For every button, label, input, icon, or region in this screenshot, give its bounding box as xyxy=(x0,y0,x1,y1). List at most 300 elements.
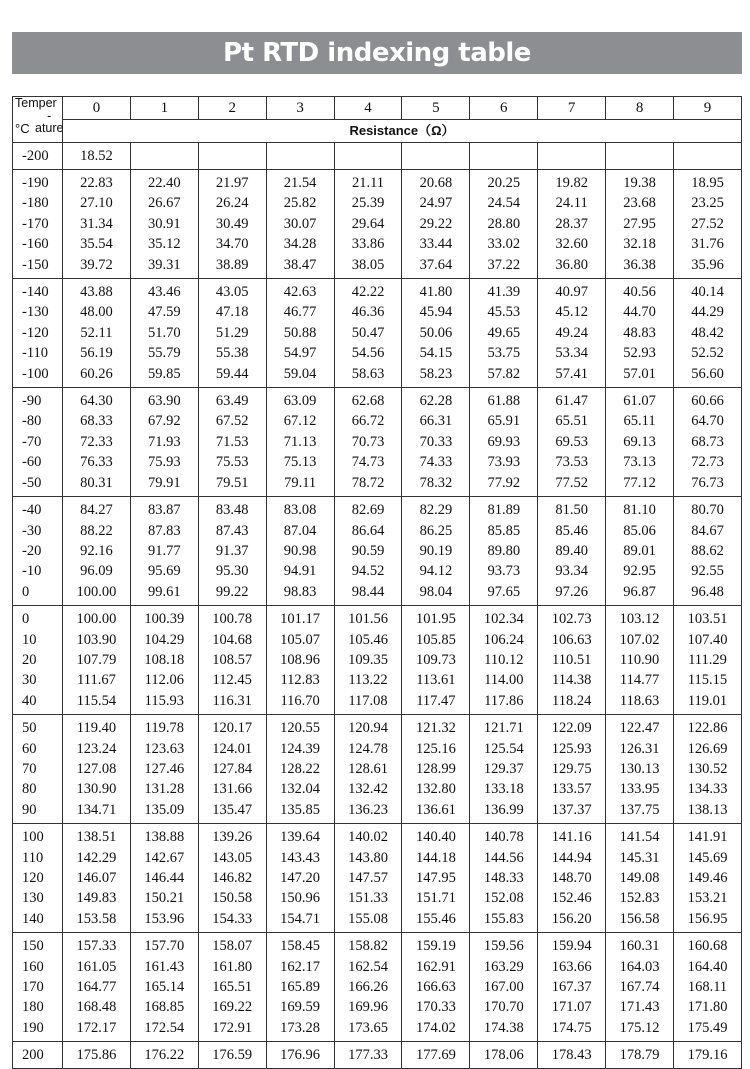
temperature-cell: -70 xyxy=(13,432,63,452)
resistance-cell: 146.07 xyxy=(63,868,131,888)
resistance-cell: 145.69 xyxy=(674,848,742,868)
resistance-cell: 126.69 xyxy=(674,739,742,759)
resistance-cell: 57.41 xyxy=(538,364,606,388)
resistance-cell: 49.24 xyxy=(538,323,606,343)
resistance-cell: 144.94 xyxy=(538,848,606,868)
resistance-cell: 21.97 xyxy=(198,170,266,194)
resistance-cell: 54.15 xyxy=(402,343,470,363)
resistance-cell xyxy=(470,143,538,170)
resistance-cell: 106.24 xyxy=(470,630,538,650)
table-row xyxy=(13,193,742,213)
resistance-cell: 75.13 xyxy=(266,452,334,472)
resistance-cell: 134.33 xyxy=(674,779,742,799)
resistance-cell: 111.67 xyxy=(63,670,131,690)
resistance-cell: 65.11 xyxy=(606,411,674,431)
resistance-cell: 148.70 xyxy=(538,868,606,888)
resistance-cell: 92.55 xyxy=(674,561,742,581)
resistance-cell: 61.07 xyxy=(606,388,674,412)
resistance-cell: 171.07 xyxy=(538,997,606,1017)
resistance-cell: 124.78 xyxy=(334,739,402,759)
resistance-cell: 140.40 xyxy=(402,824,470,848)
resistance-cell: 132.04 xyxy=(266,779,334,799)
resistance-cell: 40.97 xyxy=(538,279,606,303)
resistance-cell: 136.61 xyxy=(402,800,470,824)
resistance-cell: 165.14 xyxy=(130,977,198,997)
table-row xyxy=(13,473,742,497)
resistance-cell: 140.78 xyxy=(470,824,538,848)
resistance-cell: 167.37 xyxy=(538,977,606,997)
resistance-cell: 113.22 xyxy=(334,670,402,690)
resistance-cell: 43.05 xyxy=(198,279,266,303)
resistance-cell xyxy=(334,143,402,170)
resistance-label: Resistance（Ω） xyxy=(63,120,742,143)
temperature-cell: 90 xyxy=(13,800,63,824)
resistance-cell: 94.91 xyxy=(266,561,334,581)
resistance-cell: 79.51 xyxy=(198,473,266,497)
resistance-cell: 130.13 xyxy=(606,759,674,779)
temperature-cell: -60 xyxy=(13,452,63,472)
resistance-cell: 23.25 xyxy=(674,193,742,213)
resistance-cell: 45.53 xyxy=(470,302,538,322)
resistance-cell: 105.07 xyxy=(266,630,334,650)
resistance-cell: 73.93 xyxy=(470,452,538,472)
resistance-cell: 121.32 xyxy=(402,715,470,739)
resistance-cell: 120.94 xyxy=(334,715,402,739)
resistance-cell: 44.70 xyxy=(606,302,674,322)
resistance-cell: 31.34 xyxy=(63,214,131,234)
resistance-cell: 145.31 xyxy=(606,848,674,868)
resistance-cell: 31.76 xyxy=(674,234,742,254)
resistance-cell: 133.57 xyxy=(538,779,606,799)
resistance-cell: 82.29 xyxy=(402,497,470,521)
resistance-cell: 67.52 xyxy=(198,411,266,431)
resistance-cell: 130.90 xyxy=(63,779,131,799)
resistance-cell: 76.33 xyxy=(63,452,131,472)
table-row xyxy=(13,759,742,779)
resistance-cell: 59.04 xyxy=(266,364,334,388)
resistance-cell: 115.93 xyxy=(130,691,198,715)
resistance-cell: 173.28 xyxy=(266,1018,334,1042)
resistance-cell: 104.68 xyxy=(198,630,266,650)
column-header: 9 xyxy=(674,97,742,120)
resistance-cell: 26.24 xyxy=(198,193,266,213)
temperature-cell: 0 xyxy=(13,582,63,606)
resistance-cell: 54.97 xyxy=(266,343,334,363)
resistance-cell: 155.08 xyxy=(334,909,402,933)
resistance-cell: 122.47 xyxy=(606,715,674,739)
resistance-cell: 153.96 xyxy=(130,909,198,933)
resistance-cell: 67.92 xyxy=(130,411,198,431)
resistance-cell: 83.48 xyxy=(198,497,266,521)
resistance-cell: 166.26 xyxy=(334,977,402,997)
resistance-cell: 110.90 xyxy=(606,650,674,670)
resistance-cell: 124.01 xyxy=(198,739,266,759)
resistance-cell: 107.40 xyxy=(674,630,742,650)
resistance-cell: 149.08 xyxy=(606,868,674,888)
resistance-cell: 21.54 xyxy=(266,170,334,194)
resistance-cell: 33.86 xyxy=(334,234,402,254)
resistance-cell: 102.34 xyxy=(470,606,538,630)
resistance-cell: 97.26 xyxy=(538,582,606,606)
resistance-cell: 118.24 xyxy=(538,691,606,715)
resistance-cell: 157.70 xyxy=(130,933,198,957)
resistance-cell: 47.18 xyxy=(198,302,266,322)
resistance-cell: 53.34 xyxy=(538,343,606,363)
resistance-cell: 94.12 xyxy=(402,561,470,581)
resistance-cell: 100.00 xyxy=(63,606,131,630)
resistance-cell: 28.37 xyxy=(538,214,606,234)
temperature-cell: 130 xyxy=(13,888,63,908)
table-row xyxy=(13,715,742,739)
resistance-cell: 42.22 xyxy=(334,279,402,303)
resistance-cell: 78.72 xyxy=(334,473,402,497)
resistance-cell: 138.51 xyxy=(63,824,131,848)
resistance-cell: 100.39 xyxy=(130,606,198,630)
resistance-cell: 55.38 xyxy=(198,343,266,363)
resistance-cell: 90.59 xyxy=(334,541,402,561)
resistance-cell: 147.20 xyxy=(266,868,334,888)
resistance-cell: 123.24 xyxy=(63,739,131,759)
resistance-cell: 129.37 xyxy=(470,759,538,779)
resistance-cell: 86.25 xyxy=(402,521,470,541)
resistance-cell: 32.18 xyxy=(606,234,674,254)
table-row xyxy=(13,323,742,343)
table-row xyxy=(13,1042,742,1069)
resistance-cell: 105.46 xyxy=(334,630,402,650)
resistance-cell: 178.06 xyxy=(470,1042,538,1069)
resistance-cell: 95.69 xyxy=(130,561,198,581)
resistance-cell: 44.29 xyxy=(674,302,742,322)
resistance-cell: 130.52 xyxy=(674,759,742,779)
temperature-cell: -30 xyxy=(13,521,63,541)
resistance-cell: 154.33 xyxy=(198,909,266,933)
resistance-cell: 141.54 xyxy=(606,824,674,848)
table-row xyxy=(13,343,742,363)
resistance-cell: 74.33 xyxy=(402,452,470,472)
resistance-cell: 36.80 xyxy=(538,255,606,279)
resistance-cell: 46.36 xyxy=(334,302,402,322)
temperature-cell: -20 xyxy=(13,541,63,561)
column-header-row xyxy=(13,97,742,120)
resistance-cell: 77.12 xyxy=(606,473,674,497)
resistance-cell: 124.39 xyxy=(266,739,334,759)
resistance-cell: 113.61 xyxy=(402,670,470,690)
column-header: 6 xyxy=(470,97,538,120)
resistance-cell: 151.33 xyxy=(334,888,402,908)
resistance-cell: 83.87 xyxy=(130,497,198,521)
resistance-cell: 159.56 xyxy=(470,933,538,957)
resistance-cell: 64.70 xyxy=(674,411,742,431)
temperature-cell: -170 xyxy=(13,214,63,234)
resistance-cell xyxy=(402,143,470,170)
resistance-cell: 176.59 xyxy=(198,1042,266,1069)
resistance-cell: 115.54 xyxy=(63,691,131,715)
resistance-cell: 99.22 xyxy=(198,582,266,606)
resistance-cell: 41.39 xyxy=(470,279,538,303)
resistance-cell: 69.13 xyxy=(606,432,674,452)
resistance-cell: 87.04 xyxy=(266,521,334,541)
temperature-cell: 20 xyxy=(13,650,63,670)
temperature-cell: 180 xyxy=(13,997,63,1017)
resistance-cell: 28.80 xyxy=(470,214,538,234)
table-row xyxy=(13,606,742,630)
resistance-cell: 92.16 xyxy=(63,541,131,561)
resistance-cell: 144.56 xyxy=(470,848,538,868)
resistance-cell: 65.51 xyxy=(538,411,606,431)
resistance-cell: 178.43 xyxy=(538,1042,606,1069)
resistance-cell: 97.65 xyxy=(470,582,538,606)
resistance-cell: 101.56 xyxy=(334,606,402,630)
resistance-cell: 19.82 xyxy=(538,170,606,194)
table-row xyxy=(13,848,742,868)
resistance-cell: 95.30 xyxy=(198,561,266,581)
resistance-cell: 26.67 xyxy=(130,193,198,213)
resistance-cell: 127.08 xyxy=(63,759,131,779)
resistance-cell: 81.89 xyxy=(470,497,538,521)
resistance-cell xyxy=(198,143,266,170)
temperature-cell: 10 xyxy=(13,630,63,650)
resistance-cell: 114.38 xyxy=(538,670,606,690)
temperature-header-cell xyxy=(13,97,63,143)
resistance-cell: 87.43 xyxy=(198,521,266,541)
resistance-cell: 112.45 xyxy=(198,670,266,690)
resistance-cell: 162.17 xyxy=(266,957,334,977)
table-row xyxy=(13,561,742,581)
resistance-cell: 89.40 xyxy=(538,541,606,561)
resistance-cell xyxy=(266,143,334,170)
temperature-cell: 100 xyxy=(13,824,63,848)
resistance-cell: 139.64 xyxy=(266,824,334,848)
resistance-cell xyxy=(674,143,742,170)
table-row xyxy=(13,234,742,254)
resistance-cell: 175.12 xyxy=(606,1018,674,1042)
resistance-cell: 32.60 xyxy=(538,234,606,254)
resistance-cell: 50.88 xyxy=(266,323,334,343)
resistance-cell: 84.27 xyxy=(63,497,131,521)
resistance-cell: 87.83 xyxy=(130,521,198,541)
resistance-cell: 71.13 xyxy=(266,432,334,452)
resistance-cell: 169.22 xyxy=(198,997,266,1017)
rtd-table xyxy=(12,96,742,1069)
resistance-cell: 128.61 xyxy=(334,759,402,779)
resistance-cell: 90.98 xyxy=(266,541,334,561)
resistance-cell: 34.28 xyxy=(266,234,334,254)
resistance-cell: 81.10 xyxy=(606,497,674,521)
resistance-cell: 91.37 xyxy=(198,541,266,561)
resistance-cell: 135.85 xyxy=(266,800,334,824)
resistance-cell: 115.15 xyxy=(674,670,742,690)
resistance-cell: 167.74 xyxy=(606,977,674,997)
resistance-cell: 131.66 xyxy=(198,779,266,799)
temperature-cell: 30 xyxy=(13,670,63,690)
column-header: 3 xyxy=(266,97,334,120)
resistance-cell: 52.93 xyxy=(606,343,674,363)
resistance-cell: 136.23 xyxy=(334,800,402,824)
resistance-cell: 127.84 xyxy=(198,759,266,779)
resistance-cell: 63.09 xyxy=(266,388,334,412)
table-row xyxy=(13,630,742,650)
resistance-cell: 107.79 xyxy=(63,650,131,670)
resistance-cell: 49.65 xyxy=(470,323,538,343)
resistance-cell: 162.91 xyxy=(402,957,470,977)
resistance-cell: 91.77 xyxy=(130,541,198,561)
resistance-cell: 48.83 xyxy=(606,323,674,343)
resistance-cell: 56.19 xyxy=(63,343,131,363)
resistance-cell: 68.33 xyxy=(63,411,131,431)
temperature-cell: -10 xyxy=(13,561,63,581)
resistance-cell: 156.95 xyxy=(674,909,742,933)
resistance-cell: 73.53 xyxy=(538,452,606,472)
temperature-cell: 50 xyxy=(13,715,63,739)
resistance-cell: 72.33 xyxy=(63,432,131,452)
resistance-cell: 141.91 xyxy=(674,824,742,848)
resistance-cell: 71.93 xyxy=(130,432,198,452)
column-header: 4 xyxy=(334,97,402,120)
resistance-cell: 108.57 xyxy=(198,650,266,670)
resistance-cell: 54.56 xyxy=(334,343,402,363)
resistance-cell: 125.93 xyxy=(538,739,606,759)
resistance-cell: 160.68 xyxy=(674,933,742,957)
resistance-cell: 86.64 xyxy=(334,521,402,541)
table-row xyxy=(13,977,742,997)
resistance-cell: 157.33 xyxy=(63,933,131,957)
resistance-cell: 110.12 xyxy=(470,650,538,670)
temperature-cell: 70 xyxy=(13,759,63,779)
resistance-cell: 168.48 xyxy=(63,997,131,1017)
resistance-cell: 177.33 xyxy=(334,1042,402,1069)
resistance-cell: 108.96 xyxy=(266,650,334,670)
table-row xyxy=(13,957,742,977)
resistance-cell: 158.45 xyxy=(266,933,334,957)
resistance-cell xyxy=(606,143,674,170)
column-header: 1 xyxy=(130,97,198,120)
resistance-cell: 164.03 xyxy=(606,957,674,977)
resistance-cell: 141.16 xyxy=(538,824,606,848)
table-row xyxy=(13,691,742,715)
resistance-cell: 175.86 xyxy=(63,1042,131,1069)
resistance-cell: 161.05 xyxy=(63,957,131,977)
resistance-cell: 109.73 xyxy=(402,650,470,670)
resistance-cell: 147.57 xyxy=(334,868,402,888)
temperature-cell: -180 xyxy=(13,193,63,213)
resistance-cell: 167.00 xyxy=(470,977,538,997)
resistance-cell: 66.31 xyxy=(402,411,470,431)
table-row xyxy=(13,521,742,541)
resistance-cell: 102.73 xyxy=(538,606,606,630)
resistance-cell: 90.19 xyxy=(402,541,470,561)
resistance-cell: 144.18 xyxy=(402,848,470,868)
resistance-cell: 174.38 xyxy=(470,1018,538,1042)
resistance-cell xyxy=(538,143,606,170)
resistance-header-row xyxy=(13,120,742,143)
resistance-cell: 52.52 xyxy=(674,343,742,363)
resistance-cell: 38.47 xyxy=(266,255,334,279)
resistance-cell: 177.69 xyxy=(402,1042,470,1069)
resistance-cell: 120.55 xyxy=(266,715,334,739)
resistance-cell: 89.80 xyxy=(470,541,538,561)
resistance-cell: 123.63 xyxy=(130,739,198,759)
table-row xyxy=(13,411,742,431)
resistance-cell: 170.33 xyxy=(402,997,470,1017)
resistance-cell: 27.52 xyxy=(674,214,742,234)
resistance-cell: 178.79 xyxy=(606,1042,674,1069)
resistance-cell: 35.12 xyxy=(130,234,198,254)
temperature-cell: -190 xyxy=(13,170,63,194)
table-row xyxy=(13,997,742,1017)
temperature-cell: -150 xyxy=(13,255,63,279)
resistance-cell: 18.95 xyxy=(674,170,742,194)
resistance-cell: 101.17 xyxy=(266,606,334,630)
resistance-cell: 59.85 xyxy=(130,364,198,388)
resistance-cell: 58.63 xyxy=(334,364,402,388)
resistance-cell: 40.14 xyxy=(674,279,742,303)
table-row xyxy=(13,432,742,452)
resistance-cell: 116.31 xyxy=(198,691,266,715)
resistance-cell: 64.30 xyxy=(63,388,131,412)
temperature-cell: -40 xyxy=(13,497,63,521)
resistance-cell: 111.29 xyxy=(674,650,742,670)
resistance-cell: 161.80 xyxy=(198,957,266,977)
resistance-cell: 30.91 xyxy=(130,214,198,234)
resistance-cell: 93.73 xyxy=(470,561,538,581)
resistance-cell: 166.63 xyxy=(402,977,470,997)
temperature-cell: 190 xyxy=(13,1018,63,1042)
resistance-cell: 127.46 xyxy=(130,759,198,779)
resistance-cell: 142.67 xyxy=(130,848,198,868)
resistance-cell: 128.99 xyxy=(402,759,470,779)
resistance-cell: 71.53 xyxy=(198,432,266,452)
resistance-cell: 55.79 xyxy=(130,343,198,363)
resistance-cell: 100.78 xyxy=(198,606,266,630)
temperature-cell: 120 xyxy=(13,868,63,888)
resistance-cell: 179.16 xyxy=(674,1042,742,1069)
resistance-cell: 135.09 xyxy=(130,800,198,824)
resistance-cell: 96.09 xyxy=(63,561,131,581)
resistance-cell: 75.93 xyxy=(130,452,198,472)
resistance-cell: 92.95 xyxy=(606,561,674,581)
resistance-cell: 77.52 xyxy=(538,473,606,497)
temperature-label: Temper xyxy=(15,96,57,110)
resistance-cell: 45.12 xyxy=(538,302,606,322)
resistance-cell: 153.21 xyxy=(674,888,742,908)
resistance-cell: 18.52 xyxy=(63,143,131,170)
resistance-cell: 96.87 xyxy=(606,582,674,606)
resistance-cell: 133.18 xyxy=(470,779,538,799)
resistance-cell: 146.82 xyxy=(198,868,266,888)
resistance-cell: 43.46 xyxy=(130,279,198,303)
resistance-cell: 56.60 xyxy=(674,364,742,388)
table-row xyxy=(13,170,742,194)
temperature-cell: 170 xyxy=(13,977,63,997)
resistance-cell: 88.22 xyxy=(63,521,131,541)
resistance-cell: 59.44 xyxy=(198,364,266,388)
table-row xyxy=(13,302,742,322)
resistance-cell: 38.05 xyxy=(334,255,402,279)
resistance-cell: 162.54 xyxy=(334,957,402,977)
resistance-cell: 47.59 xyxy=(130,302,198,322)
resistance-cell: 39.31 xyxy=(130,255,198,279)
page-title: Pt RTD indexing table xyxy=(223,38,531,68)
resistance-cell: 29.22 xyxy=(402,214,470,234)
table-row xyxy=(13,888,742,908)
resistance-cell: 160.31 xyxy=(606,933,674,957)
resistance-cell: 45.94 xyxy=(402,302,470,322)
resistance-cell: 134.71 xyxy=(63,800,131,824)
resistance-cell: 158.82 xyxy=(334,933,402,957)
resistance-cell: 163.66 xyxy=(538,957,606,977)
resistance-cell: 142.29 xyxy=(63,848,131,868)
resistance-cell: 94.52 xyxy=(334,561,402,581)
